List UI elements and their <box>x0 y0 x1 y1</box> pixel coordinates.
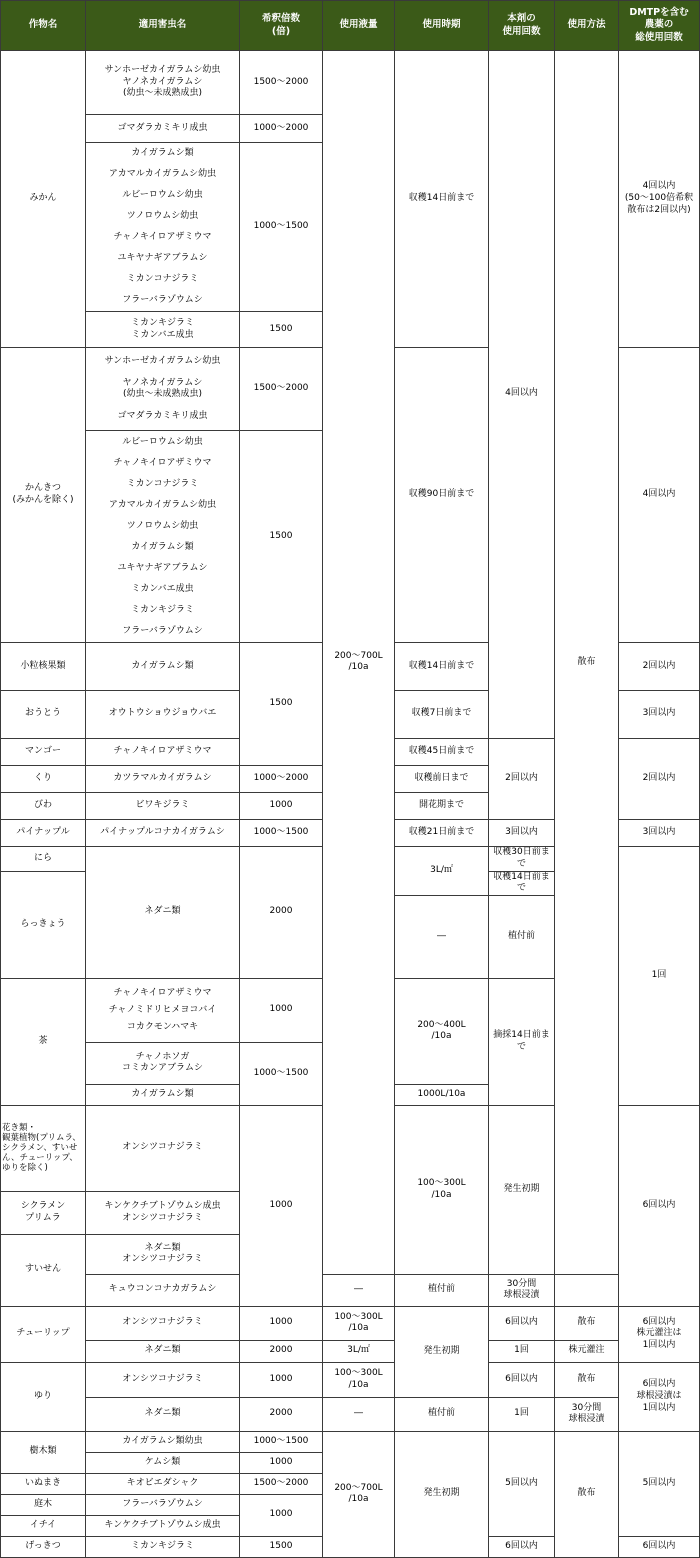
timing-cell: 収穫30日前まで <box>489 846 555 871</box>
crop-cell: マンゴー <box>1 738 86 765</box>
table-row <box>1 1306 700 1340</box>
count-cell: 6回以内 <box>489 1362 555 1397</box>
dilution-cell: 1000 <box>240 1362 323 1397</box>
dilution-cell: 1500～2000 <box>240 1473 323 1494</box>
dilution-cell: 1000～1500 <box>240 819 323 846</box>
crop-cell: ゆり <box>1 1362 86 1431</box>
dilution-cell: 1500 <box>240 431 323 643</box>
crop-cell: チューリップ <box>1 1306 86 1362</box>
timing-cell: 収穫45日前まで <box>395 738 489 765</box>
volume-cell: ― <box>323 1274 395 1306</box>
timing-cell: 発生初期 <box>489 1105 555 1274</box>
dmtp-cell: 4回以内 (50～100倍希釈 散布は2回以内) <box>619 51 700 348</box>
pest-cell: ルビーロウムシ幼虫 チャノキイロアザミウマ ミカンコナジラミ アカマルカイガラムシ幼虫 ツノロウムシ幼虫 カイガラムシ類 ユキヤナギアブラムシ ミカンバエ成虫 ミカンキジラミ フラーバラゾウムシ <box>86 431 240 643</box>
crop-cell: パイナップル <box>1 819 86 846</box>
count-cell: 3回以内 <box>489 819 555 846</box>
crop-cell: げっきつ <box>1 1536 86 1557</box>
table-row <box>1 1362 700 1397</box>
dmtp-cell: 4回以内 <box>619 348 700 643</box>
dilution-cell: 1500～2000 <box>240 348 323 431</box>
pest-cell: オンシツコナジラミ <box>86 1362 240 1397</box>
volume-cell: 1000L/10a <box>395 1084 489 1105</box>
dmtp-cell: 2回以内 <box>619 738 700 819</box>
timing-cell: 収穫7日前まで <box>395 690 489 738</box>
crop-cell: すいせん <box>1 1234 86 1306</box>
volume-cell: ― <box>323 1397 395 1431</box>
dmtp-cell: 6回以内 <box>619 1536 700 1557</box>
timing-cell: 収穫21日前まで <box>395 819 489 846</box>
pest-cell: ミカンキジラミ <box>86 1536 240 1557</box>
dilution-cell: 1000 <box>240 1494 323 1536</box>
dilution-cell: 1000 <box>240 978 323 1042</box>
pest-cell: サンホーゼカイガラムシ幼虫 ヤノネカイガラムシ (幼虫～未成熟成虫) <box>86 51 240 115</box>
dilution-cell: 1000～1500 <box>240 1431 323 1452</box>
header-dmtp: DMTPを含む 農薬の 総使用回数 <box>619 1 700 51</box>
timing-cell: 収穫前日まで <box>395 765 489 792</box>
dilution-cell: 1500～2000 <box>240 51 323 115</box>
count-cell: 2回以内 <box>619 643 700 691</box>
crop-cell: みかん <box>1 51 86 348</box>
dilution-cell: 1000 <box>240 1105 323 1306</box>
table-row <box>1 1431 700 1452</box>
header-pest: 適用害虫名 <box>86 1 240 51</box>
dilution-cell: 1500 <box>240 312 323 348</box>
pest-cell: ミカンキジラミ ミカンバエ成虫 <box>86 312 240 348</box>
timing-cell: 発生初期 <box>395 1306 489 1397</box>
table-row <box>1 1274 700 1306</box>
count-cell: 6回以内 <box>489 1536 555 1557</box>
crop-cell: 茶 <box>1 978 86 1105</box>
pest-cell: サンホーゼカイガラムシ幼虫 ヤノネカイガラムシ (幼虫～未成熟成虫) ゴマダラカミキリ成虫 <box>86 348 240 431</box>
method-cell: 30分間 球根浸漬 <box>489 1274 555 1306</box>
crop-cell: 花き類・ 観葉植物(プリムラ、シクラメン、すいせん、チューリップ、ゆりを除く) <box>1 1105 86 1191</box>
header-crop: 作物名 <box>1 1 86 51</box>
table-row <box>1 51 700 115</box>
table-row <box>1 1397 700 1431</box>
header-count: 本剤の 使用回数 <box>489 1 555 51</box>
pest-cell: ゴマダラカミキリ成虫 <box>86 115 240 143</box>
pest-cell: オンシツコナジラミ <box>86 1105 240 1191</box>
timing-cell: 植付前 <box>489 895 555 978</box>
method-cell: 散布 <box>555 1362 619 1397</box>
crop-cell: おうとう <box>1 690 86 738</box>
crop-cell: 樹木類 <box>1 1431 86 1473</box>
timing-cell: 収穫14日前まで <box>489 871 555 895</box>
pest-cell: ネダニ類 オンシツコナジラミ <box>86 1234 240 1274</box>
count-cell: 4回以内 <box>489 51 555 739</box>
dilution-cell: 1500 <box>240 1536 323 1557</box>
timing-cell: 収穫14日前まで <box>395 643 489 691</box>
pest-cell: ネダニ類 <box>86 1397 240 1431</box>
dmtp-cell: 5回以内 <box>619 1431 700 1536</box>
dilution-cell: 1000～2000 <box>240 115 323 143</box>
crop-cell: シクラメン プリムラ <box>1 1191 86 1234</box>
volume-cell: ― <box>395 895 489 978</box>
timing-cell: 開花期まで <box>395 792 489 819</box>
volume-cell: 200～700L /10a <box>323 1431 395 1557</box>
volume-cell: 3L/㎡ <box>323 1340 395 1362</box>
volume-cell: 3L/㎡ <box>395 846 489 895</box>
dilution-cell: 1000 <box>240 1306 323 1340</box>
dilution-cell: 2000 <box>240 1340 323 1362</box>
header-dilution: 希釈倍数 (倍) <box>240 1 323 51</box>
crop-cell: びわ <box>1 792 86 819</box>
crop-cell: くり <box>1 765 86 792</box>
count-cell: 2回以内 <box>489 738 555 819</box>
crop-cell: にら <box>1 846 86 871</box>
volume-cell: 100～300L /10a <box>323 1362 395 1397</box>
crop-cell: 小粒核果類 <box>1 643 86 691</box>
count-cell: 3回以内 <box>619 690 700 738</box>
header-timing: 使用時期 <box>395 1 489 51</box>
volume-cell: 100～300L /10a <box>395 1105 489 1274</box>
method-cell: 30分間 球根浸漬 <box>555 1397 619 1431</box>
pest-cell: フラーバラゾウムシ <box>86 1494 240 1515</box>
dilution-cell: 2000 <box>240 1397 323 1431</box>
crop-cell: いぬまき <box>1 1473 86 1494</box>
timing-cell: 収穫14日前まで <box>395 51 489 348</box>
pest-cell: ビワキジラミ <box>86 792 240 819</box>
crop-cell: イチイ <box>1 1515 86 1536</box>
method-cell: 散布 <box>555 51 619 1275</box>
dilution-cell: 1000～2000 <box>240 765 323 792</box>
dilution-cell: 1000～1500 <box>240 1042 323 1105</box>
pest-cell: チャノキイロアザミウマ チャノミドリヒメヨコバイ コカクモンハマキ <box>86 978 240 1042</box>
volume-cell: 100～300L /10a <box>323 1306 395 1340</box>
timing-cell: 植付前 <box>395 1397 489 1431</box>
header-row <box>1 1 700 51</box>
pest-cell: チャノホソガ コミカンアブラムシ <box>86 1042 240 1084</box>
crop-cell: 庭木 <box>1 1494 86 1515</box>
dilution-cell: 1000～1500 <box>240 143 323 312</box>
dilution-cell: 1500 <box>240 643 323 766</box>
timing-cell: 植付前 <box>395 1274 489 1306</box>
pest-cell: オウトウショウジョウバエ <box>86 690 240 738</box>
pest-cell: キオビエダシャク <box>86 1473 240 1494</box>
count-cell: 1回 <box>619 846 700 1105</box>
pest-cell: ケムシ類 <box>86 1452 240 1473</box>
count-cell: 1回 <box>489 1397 555 1431</box>
pest-cell: カツラマルカイガラムシ <box>86 765 240 792</box>
dmtp-cell: 6回以内 株元灌注は 1回以内 <box>619 1306 700 1362</box>
crop-cell: かんきつ (みかんを除く) <box>1 348 86 643</box>
pest-cell: カイガラムシ類 <box>86 643 240 691</box>
crop-cell: らっきょう <box>1 871 86 978</box>
pest-cell: チャノキイロアザミウマ <box>86 738 240 765</box>
timing-cell: 収穫90日前まで <box>395 348 489 643</box>
dmtp-cell: 3回以内 <box>619 819 700 846</box>
count-cell: 6回以内 <box>489 1306 555 1340</box>
pest-cell: オンシツコナジラミ <box>86 1306 240 1340</box>
header-method: 使用方法 <box>555 1 619 51</box>
dilution-cell: 1000 <box>240 1452 323 1473</box>
dilution-cell: 1000 <box>240 792 323 819</box>
pest-cell: パイナップルコナカイガラムシ <box>86 819 240 846</box>
pest-cell: ネダニ類 <box>86 1340 240 1362</box>
count-cell: 1回 <box>489 1340 555 1362</box>
count-cell: 6回以内 <box>619 1105 700 1306</box>
pest-cell: カイガラムシ類 <box>86 1084 240 1105</box>
dilution-cell: 2000 <box>240 846 323 978</box>
pest-cell: カイガラムシ類幼虫 <box>86 1431 240 1452</box>
volume-cell: 200～700L /10a <box>323 51 395 1275</box>
count-cell: 5回以内 <box>489 1431 555 1536</box>
pest-cell: キンケクチブトゾウムシ成虫 <box>86 1515 240 1536</box>
header-volume: 使用液量 <box>323 1 395 51</box>
pest-cell: キンケクチブトゾウムシ成虫 オンシツコナジラミ <box>86 1191 240 1234</box>
volume-cell: 200～400L /10a <box>395 978 489 1084</box>
table-row <box>1 1340 700 1362</box>
timing-cell: 発生初期 <box>395 1431 489 1557</box>
pest-cell: ネダニ類 <box>86 846 240 978</box>
pest-cell: キュウコンコナカガラムシ <box>86 1274 240 1306</box>
method-cell: 散布 <box>555 1431 619 1557</box>
method-cell: 株元灌注 <box>555 1340 619 1362</box>
method-cell: 散布 <box>555 1306 619 1340</box>
timing-cell: 摘採14日前まで <box>489 978 555 1105</box>
pest-cell: カイガラムシ類 アカマルカイガラムシ幼虫 ルビーロウムシ幼虫 ツノロウムシ幼虫 チャノキイロアザミウマ ユキヤナギアブラムシ ミカンコナジラミ フラーバラゾウムシ <box>86 143 240 312</box>
dmtp-cell: 6回以内 球根浸漬は 1回以内 <box>619 1362 700 1431</box>
